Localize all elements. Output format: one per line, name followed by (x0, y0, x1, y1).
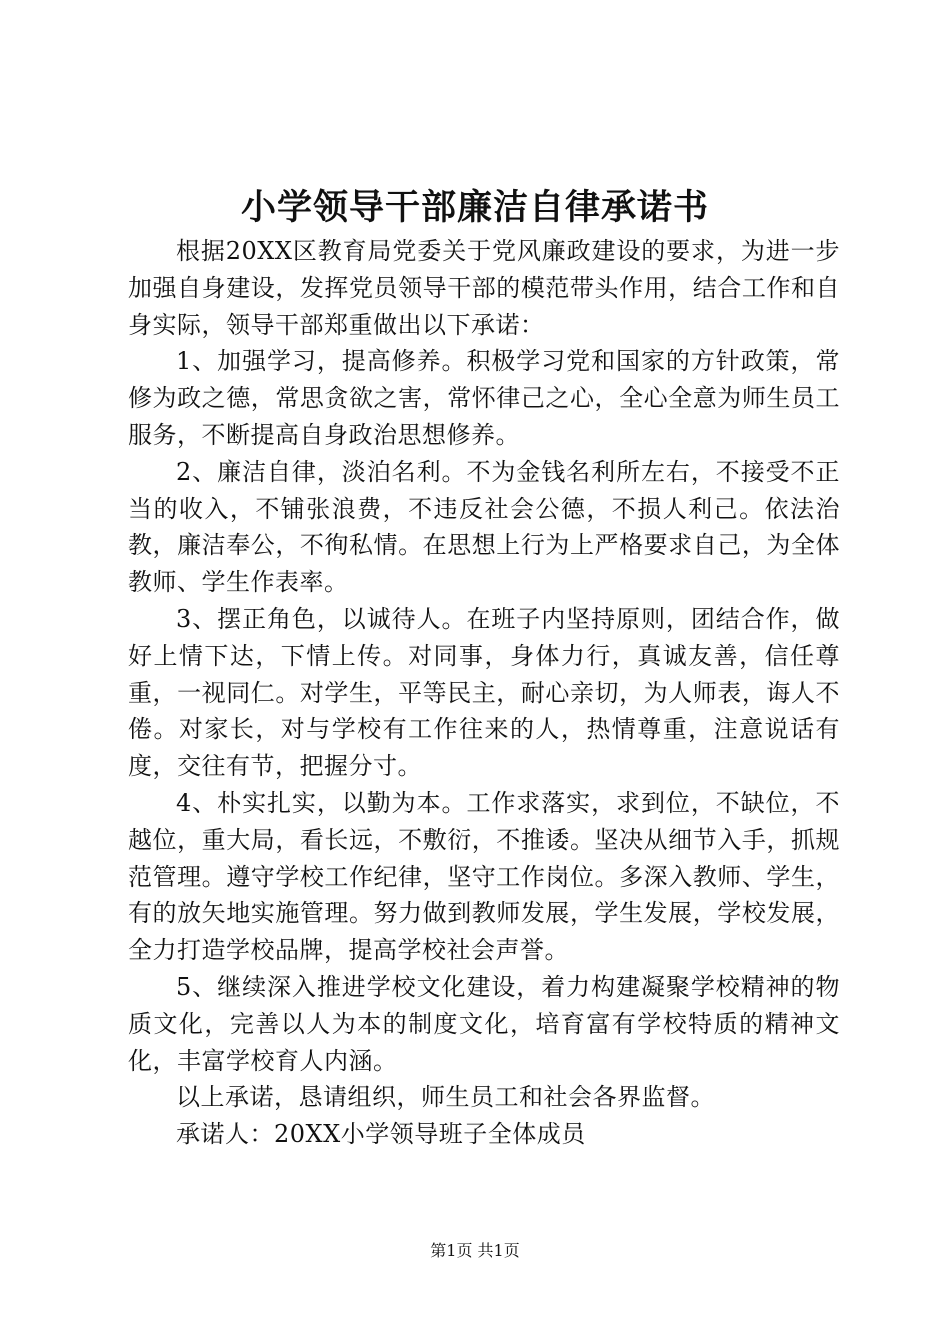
paragraph-closing: 以上承诺，恳请组织，师生员工和社会各界监督。 (176, 1083, 715, 1112)
paragraph-intro: 根据20XX区教育局党委关于党风廉政建设的要求，为进一步加强自身建设，发挥党员领导干部的模范带头作用，结合工作和自身实际，领导干部郑重做出以下承诺： (128, 237, 840, 339)
paragraph-item-1: 1、加强学习，提高修养。积极学习党和国家的方针政策，常修为政之德，常思贪欲之害，常怀律己之心，全心全意为师生员工服务，不断提高自身政治思想修养。 (128, 347, 840, 449)
paragraph-item-3: 3、摆正角色，以诚待人。在班子内坚持原则，团结合作，做好上情下达，下情上传。对同事，身体力行，真诚友善，信任尊重，一视同仁。对学生，平等民主，耐心亲切，为人师表，诲人不倦。对家长，对与学校有工作往来的人，热情尊重，注意说话有度，交往有节，把握分寸。 (128, 604, 840, 781)
document-body (128, 233, 840, 1153)
paragraph-item-5: 5、继续深入推进学校文化建设，着力构建凝聚学校精神的物质文化，完善以人为本的制度文化，培育富有学校特质的精神文化，丰富学校育人内涵。 (128, 972, 840, 1075)
paragraph-item-2: 2、廉洁自律，淡泊名利。不为金钱名利所左右，不接受不正当的收入，不铺张浪费，不违反社会公德，不损人利己。依法治教，廉洁奉公，不徇私情。在思想上行为上严格要求自己，为全体教师、学生作表率。 (128, 457, 840, 597)
page-number-footer: 第1页 共1页 (430, 1241, 520, 1260)
document-title: 小学领导干部廉洁自律承诺书 (240, 187, 709, 228)
paragraph-item-4: 4、朴实扎实，以勤为本。工作求落实，求到位，不缺位，不越位，重大局，看长远，不敷衍，不推诿。坚决从细节入手，抓规范管理。遵守学校工作纪律，坚守工作岗位。多深入教师、学生，有的放矢地实施管理。努力做到教师发展，学生发展，学校发展，全力打造学校品牌，提高学校社会声誉。 (128, 788, 840, 965)
paragraph-signatory: 承诺人：20XX小学领导班子全体成员 (176, 1120, 586, 1149)
